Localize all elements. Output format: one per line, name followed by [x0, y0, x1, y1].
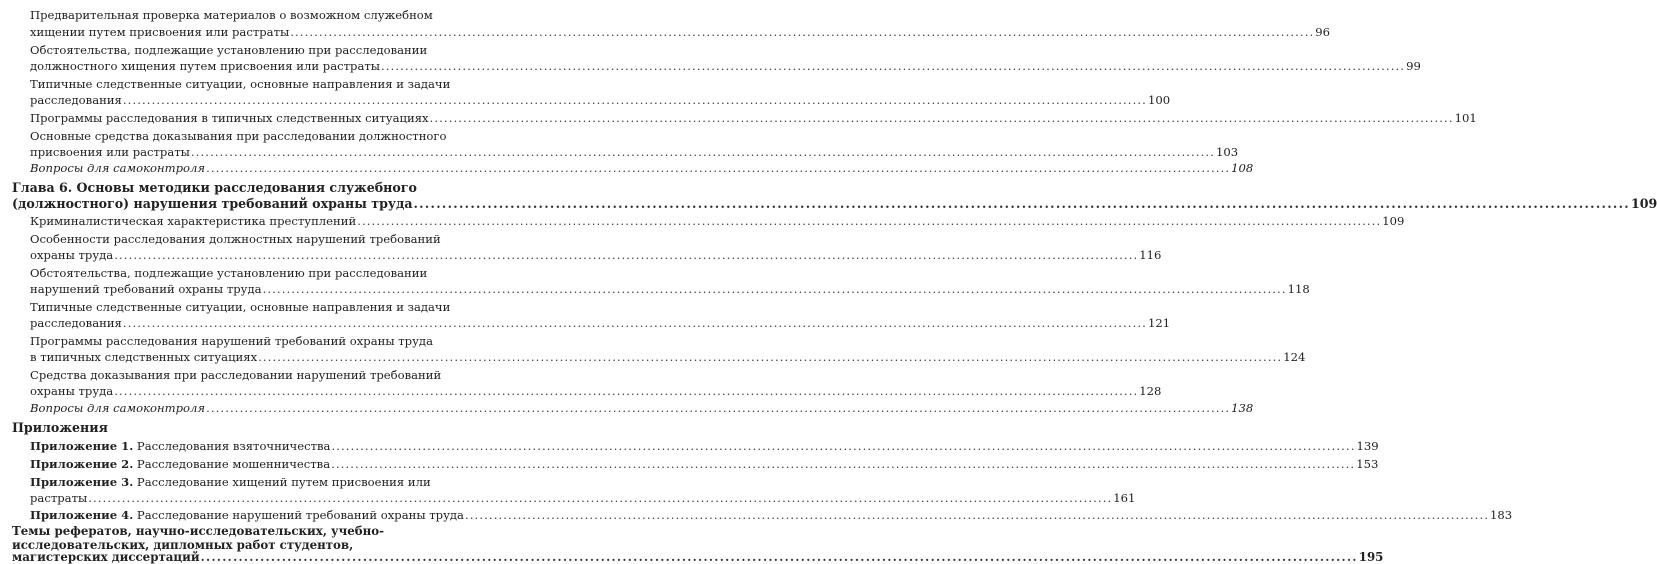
toc-entry-text: Расследование мошенничества	[133, 457, 331, 471]
leader-dots	[357, 214, 1381, 228]
toc-entry-text: Вопросы для самоконтроля	[30, 401, 206, 415]
section-heading: Темы рефератов, научно-исследовательских, учебно-	[12, 524, 385, 538]
toc-entry-text: расследования	[30, 316, 122, 330]
toc-entry-text: присвоения или растраты	[30, 145, 190, 159]
toc-entry	[30, 491, 1136, 505]
toc-entry-text: Программы расследования в типичных следственных ситуациях	[30, 111, 429, 125]
leader-dots	[123, 93, 1147, 107]
toc-entry	[30, 248, 1162, 262]
toc-entry-text: Криминалистическая характеристика преступлений	[30, 214, 357, 228]
toc-entry-line	[30, 475, 431, 489]
page-number: 183	[1490, 508, 1513, 522]
page-number: 121	[1147, 316, 1171, 330]
leader-dots	[206, 161, 1230, 175]
toc-entry	[30, 457, 1379, 471]
toc-entry-text: Обстоятельства, подлежащие установлению при расследовании	[30, 43, 428, 57]
toc-entry-text: нарушений требований охраны труда	[30, 282, 262, 296]
page-number: 100	[1147, 93, 1171, 107]
toc-entry	[30, 439, 1379, 453]
toc-entry-text: Расследования взяточничества	[133, 439, 331, 453]
leader-dots	[206, 401, 1230, 415]
page-number: 103	[1215, 145, 1239, 159]
page-number: 99	[1406, 59, 1421, 73]
toc-entry	[30, 508, 1513, 522]
leader-dots	[88, 491, 1112, 505]
leader-dots	[201, 550, 1358, 564]
toc-entry-text: в типичных следственных ситуациях	[30, 350, 258, 364]
toc-entry-text: хищении путем присвоения или растраты	[30, 25, 290, 39]
toc-entry-text: Особенности расследования должностных нарушений требований	[30, 232, 441, 246]
toc-entry	[30, 316, 1171, 330]
page-number: 138	[1231, 401, 1254, 415]
page-number: 108	[1231, 161, 1254, 175]
leader-dots	[123, 316, 1147, 330]
toc-entry	[30, 25, 1331, 39]
leader-dots	[465, 508, 1489, 522]
toc-entry	[30, 145, 1239, 159]
toc-entry-text: охраны труда	[30, 384, 114, 398]
toc-entry-text: Типичные следственные ситуации, основные направления и задачи	[30, 300, 451, 314]
leader-dots	[290, 25, 1314, 39]
chapter-heading-line	[12, 196, 1657, 211]
toc-entry	[30, 214, 1405, 228]
toc-entry	[30, 59, 1421, 73]
leader-dots	[331, 439, 1355, 453]
toc-entry-text: Вопросы для самоконтроля	[30, 161, 206, 175]
leader-dots	[258, 350, 1282, 364]
appendix-label: Приложение 1.	[30, 439, 134, 453]
page-number: 109	[1382, 214, 1405, 228]
toc-entry	[30, 384, 1162, 398]
toc-entry-text: Расследование хищений путем присвоения или	[133, 475, 431, 489]
section-heading: Приложения	[12, 420, 108, 435]
leader-dots	[414, 196, 1630, 211]
toc-entry-text: Средства доказывания при расследовании нарушений требований	[30, 368, 442, 382]
toc-entry-text: растраты	[30, 491, 88, 505]
page-number: 116	[1139, 248, 1162, 262]
chapter-heading: Глава 6. Основы методики расследования служебного	[12, 180, 417, 195]
toc-entry-text: должностного хищения путем присвоения или растраты	[30, 59, 381, 73]
page-number: 109	[1630, 196, 1657, 211]
page-number: 96	[1315, 25, 1331, 39]
leader-dots	[114, 384, 1138, 398]
toc-entry	[30, 161, 1254, 175]
section-heading-text: магистерских диссертаций	[12, 550, 200, 564]
toc-entry-text: Обстоятельства, подлежащие установлению при расследовании	[30, 266, 428, 280]
toc-entry	[30, 282, 1310, 296]
toc-entry-text: расследования	[30, 93, 122, 107]
appendix-label: Приложение 3.	[30, 475, 134, 489]
toc-entry	[30, 350, 1306, 364]
toc-entry-text: охраны труда	[30, 248, 114, 262]
toc-entry-text: Типичные следственные ситуации, основные направления и задачи	[30, 77, 451, 91]
page-number: 101	[1454, 111, 1477, 125]
leader-dots	[114, 248, 1138, 262]
leader-dots	[331, 457, 1355, 471]
toc-entry-text: Расследование нарушений требований охраны труда	[133, 508, 464, 522]
leader-dots	[191, 145, 1215, 159]
leader-dots	[381, 59, 1405, 73]
toc-entry-text: Основные средства доказывания при расследовании должностного	[30, 129, 447, 143]
page-number: 161	[1113, 491, 1136, 505]
toc-entry-text: Программы расследования нарушений требований охраны труда	[30, 334, 433, 348]
page-number: 128	[1139, 384, 1162, 398]
page-number: 118	[1287, 282, 1310, 296]
toc-entry	[30, 401, 1254, 415]
toc-entry-text: Предварительная проверка материалов о возможном служебном	[30, 8, 433, 22]
toc-entry	[30, 111, 1477, 125]
appendix-label: Приложение 2.	[30, 457, 134, 471]
section-heading: исследовательских, дипломных работ студентов,	[12, 538, 354, 552]
page-number: 153	[1356, 457, 1379, 471]
page-number: 139	[1356, 439, 1379, 453]
appendix-label: Приложение 4.	[30, 508, 134, 522]
page-number: 124	[1283, 350, 1306, 364]
page-number: 195	[1358, 550, 1384, 564]
leader-dots	[263, 282, 1287, 296]
leader-dots	[430, 111, 1454, 125]
section-heading-line	[12, 550, 1384, 564]
toc-entry	[30, 93, 1171, 107]
chapter-heading-text: (должностного) нарушения требований охраны труда	[12, 196, 413, 211]
